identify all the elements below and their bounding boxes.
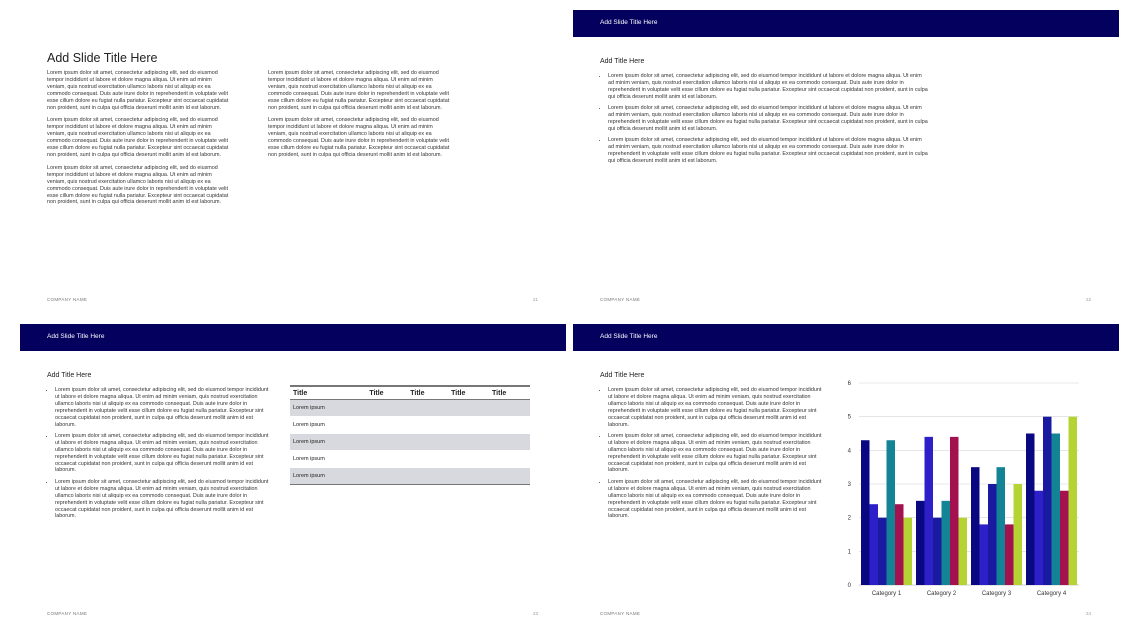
slide-24[interactable] [573,324,1119,629]
x-tick-label: Category 1 [871,591,902,597]
slide-21[interactable] [20,10,566,315]
bullet-list [600,387,823,525]
bar [980,524,989,585]
bar [1069,417,1078,585]
bar [904,518,913,585]
x-tick-label: Category 3 [981,591,1012,597]
bar [895,504,904,585]
bar [950,437,959,585]
bar [988,484,997,585]
bar [959,518,968,585]
y-tick-label: 4 [847,448,851,455]
bar [861,440,870,585]
bar [1052,434,1061,586]
bullet-item: • Lorem ipsum dolor sit amet, consectetur adipiscing elit, sed do eiusmod tempor incididunt ut labore et dolore magna aliqua. Ut enim ad minim veniam, quis nostrud exercitation ullamco laboris nisi ut aliquip ex ea commodo consequat. Duis aute irure dolor in reprehenderit in voluptate velit esse cillum dolore eu fugiat nulla pariatur. Excepteur sint occaecat cupidatat non proident, sunt in culpa qui officia deserunt mollit anim id est laborum. [608,433,823,474]
table-row [290,417,530,434]
data-table [290,385,530,485]
column-header: Title [489,386,530,400]
bar [887,440,896,585]
company-name: COMPANY NAME [47,297,88,302]
table-row [290,434,530,451]
bullet-list [47,387,270,525]
table-row [290,400,530,417]
bullet-item: • Lorem ipsum dolor sit amet, consectetur adipiscing elit, sed do eiusmod tempor incididunt ut labore et dolore magna aliqua. Ut enim ad minim veniam, quis nostrud exercitation ullamco laboris nisi ut aliquip ex ea commodo consequat. Duis aute irure dolor in reprehenderit in voluptate velit esse cillum dolore eu fugiat nulla pariatur. Excepteur sint occaecat cupidatat non proident, sunt in culpa qui officia deserunt mollit anim id est laborum. [608,137,928,165]
content-heading: Add Title Here [600,372,645,379]
page-number: 24 [1085,611,1091,616]
company-name: COMPANY NAME [47,611,88,616]
paragraph: Lorem ipsum dolor sit amet, consectetur adipiscing elit, sed do eiusmod tempor incididunt ut labore et dolore magna aliqua. Ut enim ad minim veniam, quis nostrud exercitation ullamco laboris nisi ut aliquip ex ea commodo consequat. Duis aute irure dolor in reprehenderit in voluptate velit esse cillum dolore eu fugiat nulla pariatur. Excepteur sint occaecat cupidatat non proident, sunt in culpa qui officia deserunt mollit anim id est laborum. [47,164,229,206]
x-tick-label: Category 4 [1036,591,1067,597]
table-cell: Lorem ipsum [290,417,366,434]
title-banner [20,324,566,351]
bullet-item: • Lorem ipsum dolor sit amet, consectetur adipiscing elit, sed do eiusmod tempor incididunt ut labore et dolore magna aliqua. Ut enim ad minim veniam, quis nostrud exercitation ullamco laboris nisi ut aliquip ex ea commodo consequat. Duis aute irure dolor in reprehenderit in voluptate velit esse cillum dolore eu fugiat nulla pariatur. Excepteur sint occaecat cupidatat non proident, sunt in culpa qui officia deserunt mollit anim id est laborum. [55,479,270,520]
bar [925,437,934,585]
bullet-list [600,73,928,169]
paragraph: Lorem ipsum dolor sit amet, consectetur adipiscing elit, sed do eiusmod tempor incididunt ut labore et dolore magna aliqua. Ut enim ad minim veniam, quis nostrud exercitation ullamco laboris nisi ut aliquip ex ea commodo consequat. Duis aute irure dolor in reprehenderit in voluptate velit esse cillum dolore eu fugiat nulla pariatur. Excepteur sint occaecat cupidatat non proident, sunt in culpa qui officia deserunt mollit anim id est laborum. [47,117,229,158]
y-tick-label: 3 [847,482,851,488]
bullet-item: • Lorem ipsum dolor sit amet, consectetur adipiscing elit, sed do eiusmod tempor incididunt ut labore et dolore magna aliqua. Ut enim ad minim veniam, quis nostrud exercitation ullamco laboris nisi ut aliquip ex ea commodo consequat. Duis aute irure dolor in reprehenderit in voluptate velit esse cillum dolore eu fugiat nulla pariatur. Excepteur sint occaecat cupidatat non proident, sunt in culpa qui officia deserunt mollit anim id est laborum. [608,105,928,133]
y-tick-label: 0 [847,583,851,589]
bullet-item: • Lorem ipsum dolor sit amet, consectetur adipiscing elit, sed do eiusmod tempor incididunt ut labore et dolore magna aliqua. Ut enim ad minim veniam, quis nostrud exercitation ullamco laboris nisi ut aliquip ex ea commodo consequat. Duis aute irure dolor in reprehenderit in voluptate velit esse cillum dolore eu fugiat nulla pariatur. Excepteur sint occaecat cupidatat non proident, sunt in culpa qui officia deserunt mollit anim id est laborum. [608,73,928,101]
y-tick-label: 2 [847,515,851,522]
table-header-row [290,386,530,400]
bar [971,467,980,585]
text-column-right [268,70,450,165]
slide-title: Add Slide Title Here [47,51,158,65]
company-name: COMPANY NAME [600,297,641,302]
column-header: Title [407,386,448,400]
bar [997,467,1006,585]
column-header: Title [290,386,366,400]
paragraph: Lorem ipsum dolor sit amet, consectetur adipiscing elit, sed do eiusmod tempor incididunt ut labore et dolore magna aliqua. Ut enim ad minim veniam, quis nostrud exercitation ullamco laboris nisi ut aliquip ex ea commodo consequat. Duis aute irure dolor in reprehenderit in voluptate velit esse cillum dolore eu fugiat nulla pariatur. Excepteur sint occaecat cupidatat non proident, sunt in culpa qui officia deserunt mollit anim id est laborum. [47,70,229,111]
bar [1035,491,1044,585]
y-tick-label: 5 [847,414,851,421]
bullet-item: • Lorem ipsum dolor sit amet, consectetur adipiscing elit, sed do eiusmod tempor incididunt ut labore et dolore magna aliqua. Ut enim ad minim veniam, quis nostrud exercitation ullamco laboris nisi ut aliquip ex ea commodo consequat. Duis aute irure dolor in reprehenderit in voluptate velit esse cillum dolore eu fugiat nulla pariatur. Excepteur sint occaecat cupidatat non proident, sunt in culpa qui officia deserunt mollit anim id est laborum. [608,479,823,520]
title-banner [573,10,1119,37]
table-row [290,451,530,468]
bar [933,518,942,585]
page-number: 21 [532,297,538,302]
column-header: Title [448,386,489,400]
bullet-item: • Lorem ipsum dolor sit amet, consectetur adipiscing elit, sed do eiusmod tempor incididunt ut labore et dolore magna aliqua. Ut enim ad minim veniam, quis nostrud exercitation ullamco laboris nisi ut aliquip ex ea commodo consequat. Duis aute irure dolor in reprehenderit in voluptate velit esse cillum dolore eu fugiat nulla pariatur. Excepteur sint occaecat cupidatat non proident, sunt in culpa qui officia deserunt mollit anim id est laborum. [55,387,270,428]
y-tick-label: 6 [847,381,851,387]
bar [942,501,951,585]
table-cell: Lorem ipsum [290,451,366,468]
bar [1043,417,1052,585]
content-heading: Add Title Here [47,372,92,379]
bar [1014,484,1023,585]
x-tick-label: Category 2 [926,591,957,597]
paragraph: Lorem ipsum dolor sit amet, consectetur adipiscing elit, sed do eiusmod tempor incididunt ut labore et dolore magna aliqua. Ut enim ad minim veniam, quis nostrud exercitation ullamco laboris nisi ut aliquip ex ea commodo consequat. Duis aute irure dolor in reprehenderit in voluptate velit esse cillum dolore eu fugiat nulla pariatur. Excepteur sint occaecat cupidatat non proident, sunt in culpa qui officia deserunt mollit anim id est laborum. [268,117,450,158]
y-tick-label: 1 [847,549,851,556]
bar [878,518,887,585]
bar [870,504,879,585]
page-number: 23 [532,611,538,616]
table-cell: Lorem ipsum [290,468,366,485]
content-heading: Add Title Here [600,58,645,65]
paragraph: Lorem ipsum dolor sit amet, consectetur adipiscing elit, sed do eiusmod tempor incididunt ut labore et dolore magna aliqua. Ut enim ad minim veniam, quis nostrud exercitation ullamco laboris nisi ut aliquip ex ea commodo consequat. Duis aute irure dolor in reprehenderit in voluptate velit esse cillum dolore eu fugiat nulla pariatur. Excepteur sint occaecat cupidatat non proident, sunt in culpa qui officia deserunt mollit anim id est laborum. [268,70,450,111]
bar [1026,434,1035,586]
banner-title: Add Slide Title Here [600,19,658,26]
title-banner [573,324,1119,351]
bar [1005,524,1014,585]
bullet-item: • Lorem ipsum dolor sit amet, consectetur adipiscing elit, sed do eiusmod tempor incididunt ut labore et dolore magna aliqua. Ut enim ad minim veniam, quis nostrud exercitation ullamco laboris nisi ut aliquip ex ea commodo consequat. Duis aute irure dolor in reprehenderit in voluptate velit esse cillum dolore eu fugiat nulla pariatur. Excepteur sint occaecat cupidatat non proident, sunt in culpa qui officia deserunt mollit anim id est laborum. [608,387,823,428]
column-header: Title [366,386,407,400]
slide-22[interactable] [573,10,1119,315]
bar [916,501,925,585]
table-cell: Lorem ipsum [290,434,366,451]
table-cell: Lorem ipsum [290,400,366,417]
text-column-left [47,70,229,212]
table-row [290,468,530,485]
bar [1060,491,1069,585]
banner-title: Add Slide Title Here [600,333,658,340]
banner-title: Add Slide Title Here [47,333,105,340]
slide-23[interactable] [20,324,566,629]
company-name: COMPANY NAME [600,611,641,616]
bullet-item: • Lorem ipsum dolor sit amet, consectetur adipiscing elit, sed do eiusmod tempor incididunt ut labore et dolore magna aliqua. Ut enim ad minim veniam, quis nostrud exercitation ullamco laboris nisi ut aliquip ex ea commodo consequat. Duis aute irure dolor in reprehenderit in voluptate velit esse cillum dolore eu fugiat nulla pariatur. Excepteur sint occaecat cupidatat non proident, sunt in culpa qui officia deserunt mollit anim id est laborum. [55,433,270,474]
page-number: 22 [1085,297,1091,302]
bar-chart [841,374,1091,604]
